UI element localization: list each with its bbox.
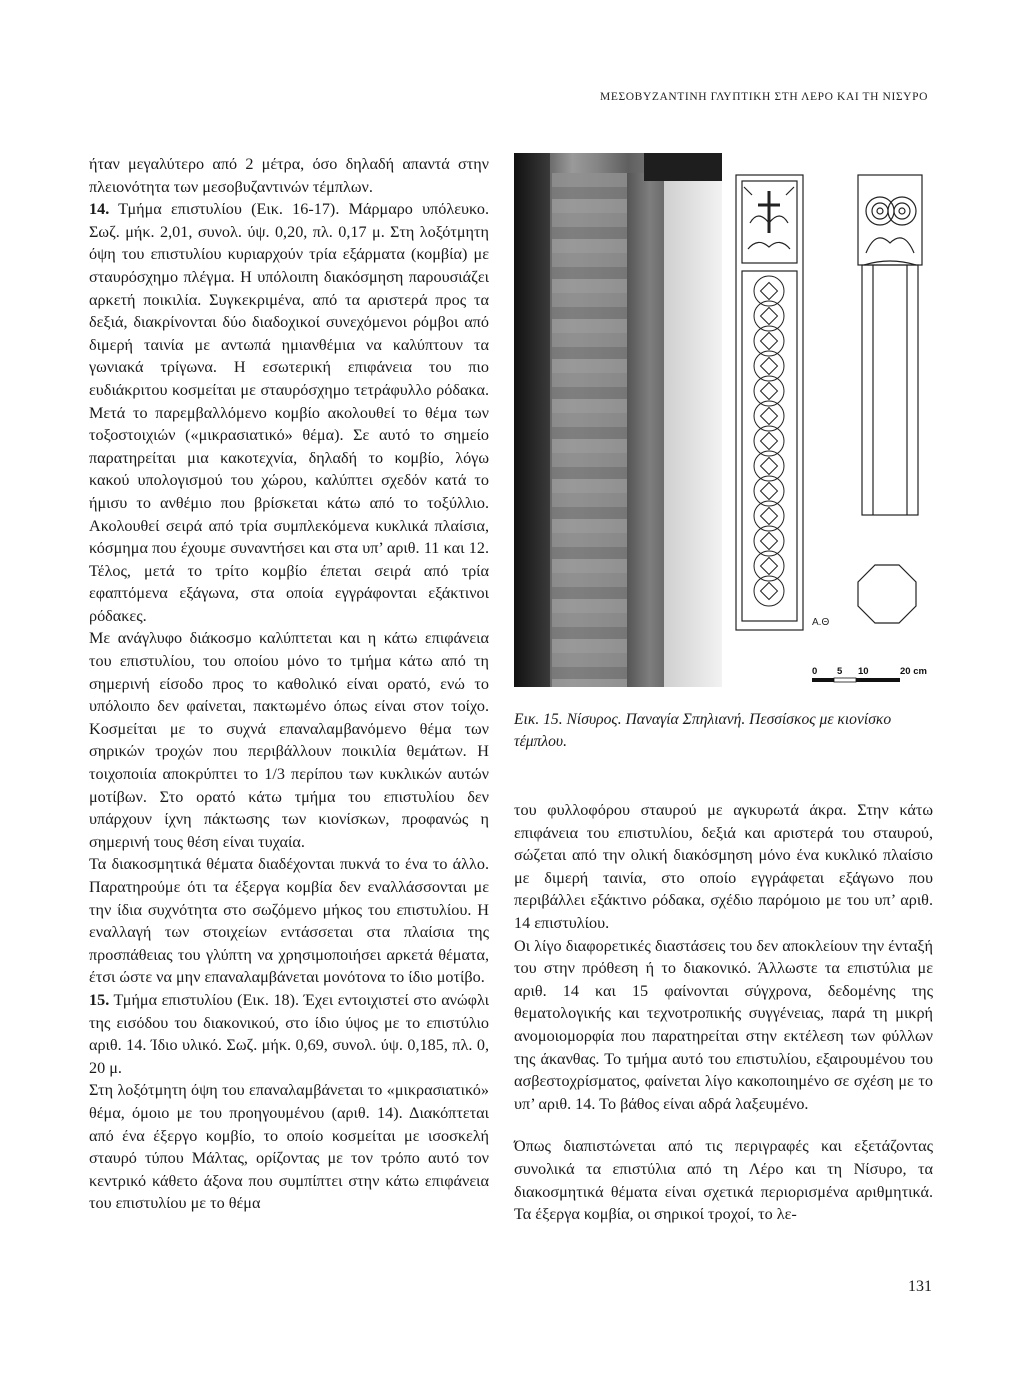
band-lozenge (761, 558, 778, 575)
catalogue-entry-14 (89, 198, 489, 627)
scale-label: 20 cm (900, 666, 927, 677)
pier-front-elevation (736, 175, 803, 630)
catalogue-entry-15 (89, 989, 489, 1079)
band-lozenge (761, 533, 778, 550)
entry-number: 14. (89, 200, 110, 219)
paragraph: Όπως διαπιστώνεται από τις περιγραφές και εξετάζοντας συνολικά τα επιστύλια από τη Λέρο και τη Νίσυρο, τα διακοσμητικά θέματα είναι σχετικά περιορισμένα αριθμητικά. Τα έξεργα κομβία, οι σηρικοί τροχοί, το λε- (514, 1137, 933, 1224)
photo-sign (644, 153, 722, 181)
entry-text: Τμήμα επιστυλίου (Εικ. 16-17). Μάρμαρο υπόλευκο. Σωζ. μήκ. 2,01, συνολ. ύψ. 0,20, πλ. 0,17 μ. Στη λοξότμητη όψη του επιστυλίου κυριαρχούν τρία εξάρματα (κομβία) με σταυρόσχημο πλέγμα. Η υπόλοιπη διακόσμηση παρουσιάζει αρκετή ποικιλία. Συγκεκριμένα, από τα αριστερά προς τα δεξιά, διακρίνονται δύο διαδοχικοί συνεχόμενοι ρόμβοι από διμερή ταινία με αντωπά ημιανθέμια να καλύπτουν τα γωνιακά τρίγωνα. Η εσωτερική επιφάνεια του πιο ευδιάκριτου κοσμείται με σταυρόσχημο τετράφυλλο ρόδακα. Μετά το παρεμβαλλόμενο κομβίο ακολουθεί το θέμα των τοξοστοιχιών («μικρασιατικό» θέμα). Σε αυτό το σημείο παρατηρείται μια κακοτεχνία, δηλαδή το κομβίο, λόγω κακού υπολογισμού του χώρου, καλύπτει σχεδόν κατά το ήμισυ το ανθέμιο που βρίσκεται κάτω από το τοξύλλιο. Ακολουθεί σειρά από τρία συμπλεκόμενα κυκλικά πλαίσια, κόσμημα που έχουμε συναντήσει και στα υπ’ αριθ. 11 και 12. Τέλος, μετά το τρίτο κομβίο έπεται σειρά από τρία εφαπτόμενα εξάγωνα, στα οποία εγγράφονται εξάκτινοι ρόδακες. (89, 200, 489, 625)
paragraph: του φυλλοφόρου σταυρού με αγκυρωτά άκρα. Στην κάτω επιφάνεια του επιστυλίου, δεξιά και αριστερά του σταυρού, σώζεται από την ολική διακόσμηση μόνο ένα κυκλικό πλαίσιο με διμερή ταινία, στο οποίο εγγράφεται εξάγωνο που περιβάλλει εξάκτινο ρόδακα, σχέδιο παρόμοιο με του υπ’ αριθ. 14 επιστυλίου. (514, 801, 933, 932)
scale-label: 10 (858, 666, 869, 677)
band-lozenge (761, 283, 778, 300)
colonnette-elevation (858, 175, 922, 515)
pier-drawing (730, 153, 940, 698)
running-head: ΜΕΣΟΒΥΖΑΝΤΙΝΗ ΓΛΥΠΤΙΚΗ ΣΤΗ ΛΕΡΟ ΚΑΙ ΤΗ ΝΙΣΥΡΟ (600, 91, 928, 103)
scale-bar (812, 666, 927, 682)
band-lozenge (761, 483, 778, 500)
drawing-signature: Α.Θ (812, 617, 830, 628)
band-lozenge (761, 383, 778, 400)
band-lozenge (761, 333, 778, 350)
pier-photograph (514, 153, 722, 687)
entry-number: 15. (89, 990, 110, 1009)
left-text-column (89, 153, 489, 1215)
band-lozenge (761, 433, 778, 450)
figure-caption: Εικ. 15. Νίσυρος. Παναγία Σπηλιανή. Πεσσίσκος με κιονίσκο τέμπλου. (514, 711, 892, 750)
right-text-column (514, 799, 933, 1226)
photo-pier-front (552, 173, 627, 687)
photo-doorway (514, 153, 550, 687)
band-lozenge (761, 358, 778, 375)
photo-wall (664, 181, 722, 687)
photo-pier-side (627, 173, 665, 687)
band-lozenge (761, 508, 778, 525)
scale-label: 5 (837, 666, 843, 677)
paragraph: Τα διακοσμητικά θέματα διαδέχονται πυκνά το ένα το άλλο. Παρατηρούμε ότι τα έξεργα κομβία δεν εναλλάσσονται με την ίδια συχνότητα στο σωζόμενο μήκος του επιστυλίου. Η εναλλαγή των στοιχείων εντάσσεται στα πλαίσια της προσπάθειας του γλύπτη να χρησιμοποιήσει αρκετά θέματα, έτσι ώστε να μην επαναλαμβάνεται μονότονα το ίδιο μοτίβο. (89, 855, 489, 987)
page-number: 131 (908, 1278, 932, 1295)
scale-label: 0 (812, 666, 818, 677)
interlaced-circle-band (754, 276, 784, 606)
entry-text: Τμήμα επιστυλίου (Εικ. 18). Έχει εντοιχιστεί στο ανώφλι της εισόδου του διακονικού, στο ίδιο ύψος με το επιστύλιο αριθ. 14. Ίδιο υλικό. Σωζ. μήκ. 0,69, συνολ. ύψ. 0,185, πλ. 0, 20 μ. (89, 990, 489, 1077)
paragraph: Οι λίγο διαφορετικές διαστάσεις του δεν αποκλείουν την ένταξή του στην πρόθεση ή το διακονικό. Άλλωστε τα επιστύλια με αριθ. 14 και 15 φαίνονται σύγχρονα, δεδομένης της θεματολογικής και τεχνοτροπικής συγγένειας, παρά τη μικρή ανομοιομορφία που παρατηρείται στην εκτέλεση των φύλλων της άκανθας. Το τμήμα αυτό του επιστυλίου, εξαιρουμένου του ασβεστοχρίσματος, φαίνεται λίγο κακοποιημένο σε σχέση με το υπ’ αριθ. 14. Το βάθος είναι αδρά λαξευμένο. (514, 936, 933, 1113)
paragraph: ήταν μεγαλύτερο από 2 μέτρα, όσο δηλαδή απαντά στην πλειονότητα των μεσοβυζαντινών τέμπλων. (89, 155, 489, 196)
band-lozenge (761, 308, 778, 325)
paragraph: Με ανάγλυφο διάκοσμο καλύπτεται και η κάτω επιφάνεια του επιστυλίου, του οποίου μόνο το τμήμα κάτω από τη σημερινή είσοδο προς το καθολικό είναι ορατό, ενώ το υπόλοιπο δεν φαίνεται, πακτωμένο όπως είναι στον τοίχο. Κοσμείται με το συχνά επαναλαμβανόμενο θέμα των σηρικών τροχών που περιβάλλουν ποικιλία θεμάτων. Η τοιχοποιία αποκρύπτει το 1/3 περίπου των κυκλικών αυτών μοτίβων. Στο ορατό κάτω τμήμα του επιστυλίου δεν υπάρχουν ίχνη πάκτωσης των κιονίσκων, προφανώς η σημερινή τους θέση είναι τυχαία. (89, 629, 489, 851)
band-lozenge (761, 408, 778, 425)
band-lozenge (761, 583, 778, 600)
band-lozenge (761, 458, 778, 475)
octagonal-section (858, 565, 916, 623)
paragraph: Στη λοξότμητη όψη του επαναλαμβάνεται το «μικρασιατικό» θέμα, όμοιο με του προηγουμένου (αριθ. 14). Διακόπτεται από ένα έξεργο κομβίο, το οποίο κοσμείται με ισοσκελή σταυρό τύπου Μάλτας, ορίζοντας με τον τρόπο αυτό τον κεντρικό κάθετο άξονα που συμπίπτει στην κάτω επιφάνεια του επιστυλίου με το θέμα (89, 1081, 489, 1213)
